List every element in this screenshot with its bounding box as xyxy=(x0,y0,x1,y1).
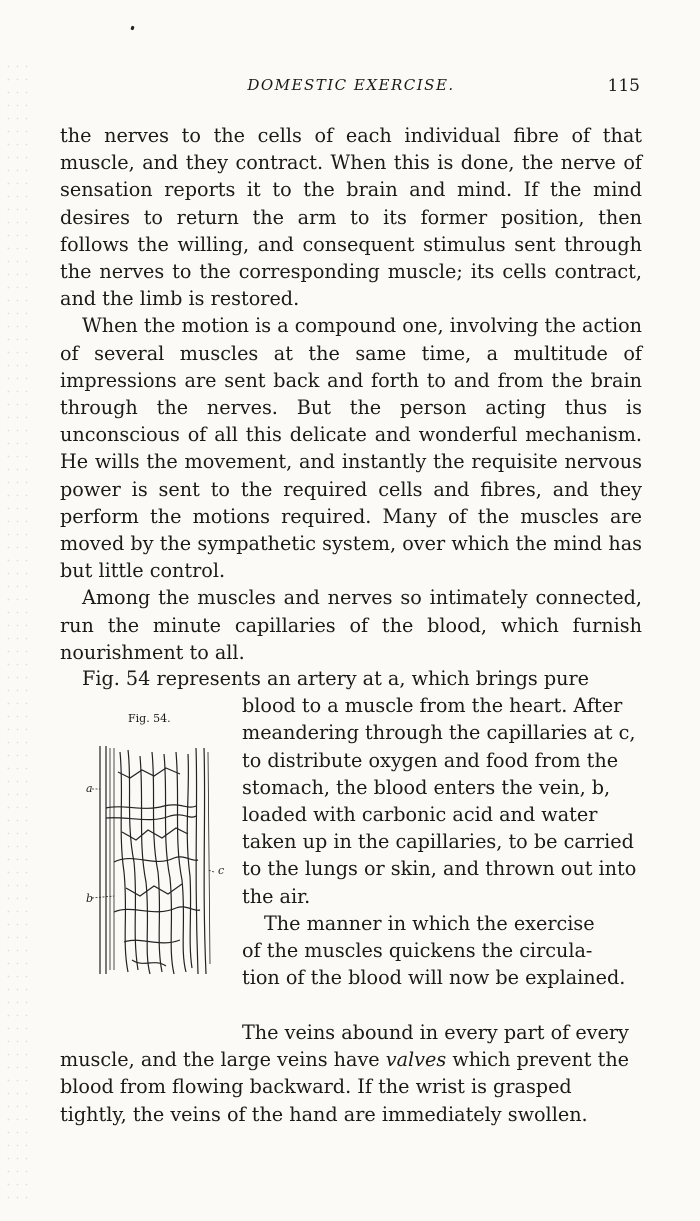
text-line: stomach, the blood enters the vein, b, xyxy=(242,775,611,799)
text-line: tightly, the veins of the hand are immediately swollen. xyxy=(60,1102,588,1126)
text-line: of the muscles quickens the circula- xyxy=(242,939,593,963)
binding-gutter xyxy=(4,60,32,1200)
paragraph-2: When the motion is a compound one, involving the action of several muscles at the same time, a multitude of impressions are sent back and forth to and from the brain through the nerves. But the person acting thus is unconscious of all this delicate and wonderful mechanism. He wills the movement, and instantly the requisite nervous power is sent to the required cells and fibres, and they perform the motions required. Many of the muscles are moved by the sympathetic system, over which the mind has but little control. xyxy=(60,314,642,583)
text-line: taken up in the capillaries, to be carried xyxy=(242,830,634,854)
figure-caption: Fig. 54. xyxy=(128,712,171,725)
text-line: to distribute oxygen and food from the xyxy=(242,748,619,772)
text-line: The veins abound in every part of every xyxy=(242,1021,629,1044)
ink-speck xyxy=(130,26,134,31)
capillary-illustration xyxy=(84,712,236,982)
page-number: 115 xyxy=(607,76,640,96)
text-line: the air. xyxy=(242,884,311,908)
paragraph-1: the nerves to the cells of each individual fibre of that muscle, and they contract. When this is done, the nerve of sensation reports it to the brain and mind. If the mind desires to return the arm to its former position, then follows the willing, and consequent stimulus sent through the nerves to the corresponding muscle; its cells contract, and the limb is restored. xyxy=(60,124,642,311)
text-line: blood to a muscle from the heart. After xyxy=(242,694,623,718)
figure-label-c: c xyxy=(218,864,225,877)
text-line: blood from flowing backward. If the wrist is grasped xyxy=(60,1075,572,1099)
running-head: DOMESTIC EXERCISE. xyxy=(247,76,455,94)
figure-label-b: b xyxy=(86,892,94,905)
text-line: loaded with carbonic acid and water xyxy=(242,803,598,827)
text-line: to the lungs or skin, and thrown out into xyxy=(242,857,637,881)
text-line: meandering through the capillaries at c, xyxy=(242,721,636,745)
figure-54 xyxy=(84,712,236,982)
paragraph-3: Among the muscles and nerves so intimately connected, run the minute capillaries of the blood, which furnish nourishment to all. xyxy=(60,586,642,664)
page-header xyxy=(60,76,642,100)
text-line: tion of the blood will now be explained. xyxy=(242,966,626,990)
closing-paragraph xyxy=(60,1019,642,1128)
italic-term: valves xyxy=(385,1048,447,1072)
text-line-with-italic: muscle, and the large veins have valves which prevent the xyxy=(60,1048,630,1072)
body-text xyxy=(60,122,642,666)
figure-label-a: a xyxy=(86,782,93,795)
text-line: Fig. 54 represents an artery at a, which brings pure xyxy=(82,667,590,690)
text-line: The manner in which the exercise xyxy=(264,911,595,935)
